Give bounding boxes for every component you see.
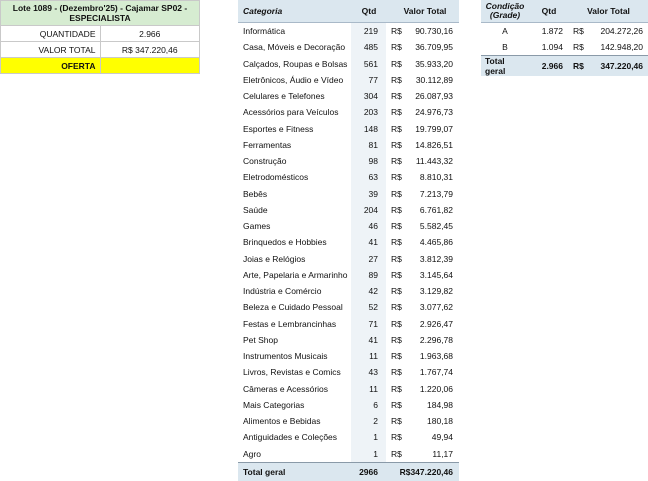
category-header[interactable]: Categoria xyxy=(238,0,351,23)
category-header-row xyxy=(238,0,459,23)
category-name-cell[interactable]: Antiguidades e Coleções xyxy=(243,432,338,443)
condition-value-cell[interactable]: 142.948,20 xyxy=(600,42,644,52)
category-row xyxy=(238,413,459,429)
category-currency-cell[interactable]: R$ xyxy=(391,334,402,345)
category-value-cell[interactable]: 2.926,47 xyxy=(419,318,454,329)
category-name-cell[interactable]: Games xyxy=(243,221,271,232)
category-qty-cell[interactable]: 77 xyxy=(351,72,386,88)
category-value-cell[interactable]: 1.767,74 xyxy=(419,367,454,378)
category-currency-cell[interactable]: R$ xyxy=(391,237,402,248)
category-value-cell[interactable]: 184,98 xyxy=(427,399,454,410)
category-name-cell[interactable]: Livros, Revistas e Comics xyxy=(243,367,341,378)
condition-qty-header[interactable]: Qtd xyxy=(529,0,569,23)
condition-qty-cell[interactable]: 1.872 xyxy=(541,26,563,36)
category-currency-cell[interactable]: R$ xyxy=(391,188,402,199)
category-qty-cell[interactable]: 1 xyxy=(351,429,386,445)
category-value-cell[interactable]: 4.465,86 xyxy=(419,237,454,248)
category-currency-cell[interactable]: R$ xyxy=(391,432,402,443)
category-row xyxy=(238,88,459,104)
category-row xyxy=(238,316,459,332)
category-table xyxy=(238,0,459,481)
category-row xyxy=(238,72,459,88)
category-currency-cell[interactable]: R$ xyxy=(391,74,402,85)
category-value-cell[interactable]: 36.709,95 xyxy=(415,42,454,53)
category-qty-cell[interactable]: 81 xyxy=(351,137,386,153)
category-currency-cell[interactable]: R$ xyxy=(391,221,402,232)
category-row xyxy=(238,332,459,348)
category-rows xyxy=(238,23,459,463)
category-qty-cell[interactable]: 1 xyxy=(351,446,386,463)
category-total-row xyxy=(238,462,459,481)
category-value-cell[interactable]: 3.812,39 xyxy=(419,253,454,264)
category-qty-cell[interactable]: 203 xyxy=(351,104,386,120)
category-value-cell[interactable]: 1.963,68 xyxy=(419,351,454,362)
category-currency-cell[interactable]: R$ xyxy=(391,139,402,150)
category-row xyxy=(238,218,459,234)
quantity-label: QUANTIDADE xyxy=(1,26,101,42)
category-currency-cell[interactable]: R$ xyxy=(391,156,402,167)
quantity-value[interactable]: 2.966 xyxy=(100,26,200,42)
category-row xyxy=(238,23,459,40)
condition-currency-cell[interactable]: R$ xyxy=(573,42,584,52)
condition-header-row xyxy=(481,0,648,23)
category-currency-cell[interactable]: R$ xyxy=(391,383,402,394)
category-name-cell[interactable]: Casa, Móveis e Decoração xyxy=(243,42,346,53)
category-name-cell[interactable]: Câmeras e Acessórios xyxy=(243,383,329,394)
category-qty-cell[interactable]: 42 xyxy=(351,283,386,299)
category-value-cell[interactable]: 49,94 xyxy=(431,432,454,443)
condition-qty-cell[interactable]: 1.094 xyxy=(541,42,563,52)
category-value-cell[interactable]: 11.443,32 xyxy=(415,156,454,167)
category-row xyxy=(238,121,459,137)
category-qty-cell[interactable]: 27 xyxy=(351,251,386,267)
total-header[interactable]: Valor Total xyxy=(386,0,459,23)
category-name-cell[interactable]: Eletrônicos, Áudio e Vídeo xyxy=(243,74,344,85)
condition-total-header[interactable]: Valor Total xyxy=(569,0,648,23)
category-name-cell[interactable]: Pet Shop xyxy=(243,334,278,345)
total-value[interactable]: R$ 347.220,46 xyxy=(100,42,200,58)
category-row xyxy=(238,283,459,299)
category-row xyxy=(238,446,459,463)
condition-total-row xyxy=(481,56,648,77)
category-row xyxy=(238,153,459,169)
category-currency-cell[interactable]: R$ xyxy=(391,91,402,102)
category-name-cell[interactable]: Bebês xyxy=(243,188,268,199)
category-value-cell[interactable]: 180,18 xyxy=(427,416,454,427)
category-currency-cell[interactable]: R$ xyxy=(391,58,402,69)
category-qty-cell[interactable]: 52 xyxy=(351,299,386,315)
condition-total-qty[interactable]: 2.966 xyxy=(529,56,569,77)
category-currency-cell[interactable]: R$ xyxy=(391,123,402,134)
category-qty-cell[interactable]: 71 xyxy=(351,316,386,332)
category-value-cell[interactable]: 1.220,06 xyxy=(419,383,454,394)
category-qty-cell[interactable]: 63 xyxy=(351,169,386,185)
category-total-qty[interactable]: 2966 xyxy=(351,462,386,481)
category-row xyxy=(238,104,459,120)
category-value-cell[interactable]: 24.976,73 xyxy=(415,107,454,118)
category-value-cell[interactable]: 14.826,51 xyxy=(415,139,454,150)
category-currency-cell[interactable]: R$ xyxy=(391,42,402,53)
category-name-cell[interactable]: Indústria e Comércio xyxy=(243,286,322,297)
category-total-value[interactable]: R$347.220,46 xyxy=(386,462,459,481)
category-name-cell[interactable]: Esportes e Fitness xyxy=(243,123,314,134)
category-name-cell[interactable]: Calçados, Roupas e Bolsas xyxy=(243,58,348,69)
category-qty-cell[interactable]: 204 xyxy=(351,202,386,218)
category-qty-cell[interactable]: 6 xyxy=(351,397,386,413)
category-name-cell[interactable]: Agro xyxy=(243,448,261,459)
category-qty-cell[interactable]: 561 xyxy=(351,56,386,72)
category-currency-cell[interactable]: R$ xyxy=(391,318,402,329)
category-value-cell[interactable]: 8.810,31 xyxy=(419,172,454,183)
category-name-cell[interactable]: Ferramentas xyxy=(243,139,292,150)
category-currency-cell[interactable]: R$ xyxy=(391,416,402,427)
category-qty-cell[interactable]: 219 xyxy=(351,23,386,40)
category-total-label[interactable]: Total geral xyxy=(238,462,351,481)
category-currency-cell[interactable]: R$ xyxy=(391,448,402,459)
condition-table xyxy=(481,0,648,76)
condition-row xyxy=(481,23,648,40)
category-name-cell[interactable]: Eletrodomésticos xyxy=(243,172,309,183)
category-value-cell[interactable]: 26.087,93 xyxy=(415,91,454,102)
category-qty-cell[interactable]: 2 xyxy=(351,413,386,429)
category-currency-cell[interactable]: R$ xyxy=(391,399,402,410)
category-value-cell[interactable]: 5.582,45 xyxy=(419,221,454,232)
category-value-cell[interactable]: 3.077,62 xyxy=(419,302,454,313)
category-currency-cell[interactable]: R$ xyxy=(391,367,402,378)
condition-total-value[interactable]: 347.220,46 xyxy=(589,56,648,77)
lot-title: Lote 1089 - (Dezembro'25) - Cajamar SP02 - ESPECIALISTA xyxy=(1,1,200,26)
category-qty-cell[interactable]: 148 xyxy=(351,121,386,137)
category-row xyxy=(238,56,459,72)
category-name-cell[interactable]: Beleza e Cuidado Pessoal xyxy=(243,302,343,313)
category-value-cell[interactable]: 3.145,64 xyxy=(419,269,454,280)
condition-row xyxy=(481,39,648,56)
category-currency-cell[interactable]: R$ xyxy=(391,26,402,37)
category-name-cell[interactable]: Joias e Relógios xyxy=(243,253,306,264)
category-name-cell[interactable]: Mais Categorias xyxy=(243,399,305,410)
total-value-label: VALOR TOTAL xyxy=(1,42,101,58)
category-qty-cell[interactable]: 41 xyxy=(351,234,386,250)
category-name-cell[interactable]: Informática xyxy=(243,26,286,37)
category-qty-cell[interactable]: 304 xyxy=(351,88,386,104)
category-qty-cell[interactable]: 43 xyxy=(351,364,386,380)
category-row xyxy=(238,381,459,397)
lot-summary-table xyxy=(0,0,200,74)
category-name-cell[interactable]: Instrumentos Musicais xyxy=(243,351,328,362)
category-name-cell[interactable]: Construção xyxy=(243,156,287,167)
condition-total-label[interactable]: Total geral xyxy=(481,56,529,77)
category-row xyxy=(238,267,459,283)
category-row xyxy=(238,169,459,185)
category-qty-cell[interactable]: 11 xyxy=(351,381,386,397)
category-value-cell[interactable]: 90.730,16 xyxy=(415,26,454,37)
category-row xyxy=(238,39,459,55)
category-name-cell[interactable]: Saúde xyxy=(243,204,268,215)
category-currency-cell[interactable]: R$ xyxy=(391,351,402,362)
condition-currency-cell[interactable]: R$ xyxy=(573,26,584,36)
category-name-cell[interactable]: Arte, Papelaria e Armarinho xyxy=(243,269,348,280)
category-currency-cell[interactable]: R$ xyxy=(391,302,402,313)
category-row xyxy=(238,348,459,364)
category-row xyxy=(238,186,459,202)
category-qty-cell[interactable]: 11 xyxy=(351,348,386,364)
category-name-cell[interactable]: Acessórios para Veículos xyxy=(243,107,339,118)
offer-label: OFERTA xyxy=(1,58,101,74)
category-currency-cell[interactable]: R$ xyxy=(391,107,402,118)
category-currency-cell[interactable]: R$ xyxy=(391,204,402,215)
category-qty-cell[interactable]: 485 xyxy=(351,39,386,55)
condition-grade-cell[interactable]: B xyxy=(502,42,508,52)
category-value-cell[interactable]: 19.799,07 xyxy=(415,123,454,134)
category-value-cell[interactable]: 30.112,89 xyxy=(415,74,454,85)
category-value-cell[interactable]: 11,17 xyxy=(432,448,454,459)
category-name-cell[interactable]: Festas e Lembrancinhas xyxy=(243,318,337,329)
condition-value-cell[interactable]: 204.272,26 xyxy=(600,26,644,36)
category-qty-cell[interactable]: 98 xyxy=(351,153,386,169)
condition-header[interactable]: Condição (Grade) xyxy=(481,0,529,23)
condition-rows xyxy=(481,23,648,56)
category-row xyxy=(238,137,459,153)
category-name-cell[interactable]: Alimentos e Bebidas xyxy=(243,416,321,427)
category-row xyxy=(238,299,459,315)
category-name-cell[interactable]: Brinquedos e Hobbies xyxy=(243,237,327,248)
category-qty-cell[interactable]: 46 xyxy=(351,218,386,234)
category-row xyxy=(238,364,459,380)
category-value-cell[interactable]: 35.933,20 xyxy=(415,58,454,69)
category-row xyxy=(238,397,459,413)
category-value-cell[interactable]: 7.213,79 xyxy=(419,188,454,199)
condition-total-currency[interactable]: R$ xyxy=(569,56,589,77)
category-value-cell[interactable]: 3.129,82 xyxy=(419,286,454,297)
qty-header[interactable]: Qtd xyxy=(351,0,386,23)
category-value-cell[interactable]: 2.296,78 xyxy=(419,334,454,345)
category-currency-cell[interactable]: R$ xyxy=(391,253,402,264)
category-currency-cell[interactable]: R$ xyxy=(391,269,402,280)
category-qty-cell[interactable]: 39 xyxy=(351,186,386,202)
category-qty-cell[interactable]: 41 xyxy=(351,332,386,348)
category-row xyxy=(238,202,459,218)
category-row xyxy=(238,234,459,250)
category-row xyxy=(238,429,459,445)
category-name-cell[interactable]: Celulares e Telefones xyxy=(243,91,325,102)
category-row xyxy=(238,251,459,267)
condition-grade-cell[interactable]: A xyxy=(502,26,508,36)
category-currency-cell[interactable]: R$ xyxy=(391,286,402,297)
category-value-cell[interactable]: 6.761,82 xyxy=(419,204,454,215)
category-currency-cell[interactable]: R$ xyxy=(391,172,402,183)
offer-value-cell[interactable] xyxy=(100,58,200,74)
category-qty-cell[interactable]: 89 xyxy=(351,267,386,283)
